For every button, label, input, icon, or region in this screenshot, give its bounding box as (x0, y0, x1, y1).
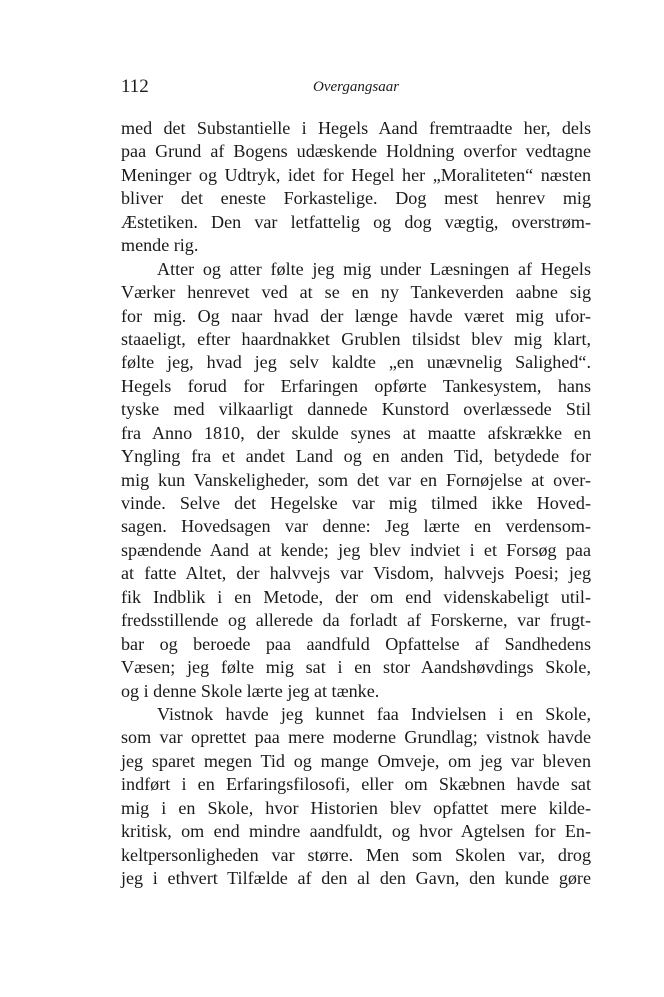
text-line: fredsstillende og allerede da forladt af Forskerne, var frugt- (121, 610, 591, 631)
text-line: for mig. Og naar hvad der længe havde været mig ufor- (121, 305, 591, 326)
text-line: bliver det eneste Forkastelige. Dog mest henrev mig (121, 188, 591, 209)
text-line: vinde. Selve det Hegelske var mig tilmed ikke Hoved- (121, 493, 591, 513)
page-header (121, 76, 591, 102)
text-line: som var oprettet paa mere moderne Grundlag; vistnok havde (121, 727, 591, 748)
text-line: og i denne Skole lærte jeg at tænke. (121, 680, 380, 701)
text-line: at fatte Altet, der halvvejs var Visdom, halvvejs Poesi; jeg (121, 563, 591, 584)
text-line: med det Substantielle i Hegels Aand fremtraadte her, dels (121, 118, 591, 138)
text-line: kritisk, om end mindre aandfuldt, og hvor Agtelsen for En- (121, 821, 591, 842)
text-line: Æstetiken. Den var letfattelig og dog vægtig, overstrøm- (121, 211, 591, 232)
running-title: Overgangsaar (313, 79, 400, 95)
text-line: indført i en Erfaringsfilosofi, eller om Skæbnen havde sat (121, 774, 591, 795)
text-line: Meninger og Udtryk, idet for Hegel her „Moraliteten“ næsten (121, 164, 591, 185)
text-line: sagen. Hovedsagen var denne: Jeg lærte en verdensom- (121, 516, 591, 537)
page-number: 112 (121, 76, 149, 97)
text-line: mig i en Skole, hvor Historien blev opfattet mere kilde- (121, 797, 591, 818)
text-line: spændende Aand at kende; jeg blev indviet i et Forsøg paa (121, 539, 591, 560)
text-line: følte jeg, hvad jeg selv kaldte „en unævnelig Salighed“. (121, 352, 591, 373)
text-line: Væsen; jeg følte mig sat i en stor Aandshøvdings Skole, (121, 657, 591, 678)
text-line: bar og beroede paa aandfuld Opfattelse af Sandhedens (121, 633, 591, 654)
text-line: Vistnok havde jeg kunnet faa Indvielsen i en Skole, (157, 703, 591, 724)
text-line: paa Grund af Bogens udæskende Holdning overfor vedtagne (121, 141, 591, 162)
text-line: keltpersonligheden var større. Men som Skolen var, drog (121, 844, 591, 865)
text-line: Værker henrevet ved at se en ny Tankeverden aabne sig (121, 282, 591, 303)
text-line: mende rig. (121, 235, 199, 256)
body-text (121, 117, 591, 890)
text-line: mig kun Vanskeligheder, som det var en Fornøjelse at over- (121, 469, 591, 490)
text-line: Hegels forud for Erfaringen opførte Tankesystem, hans (121, 375, 591, 396)
text-line: Yngling fra et andet Land og en anden Tid, betydede for (121, 446, 591, 467)
text-line: staaeligt, efter haardnakket Grublen tilsidst blev mig klart, (121, 328, 591, 349)
text-line: jeg sparet megen Tid og mange Omveje, om jeg var bleven (121, 750, 591, 771)
text-line: fik Indblik i en Metode, der om end videnskabeligt util- (121, 586, 591, 607)
text-line: tyske med vilkaarligt dannede Kunstord overlæssede Stil (121, 399, 591, 420)
text-line: fra Anno 1810, der skulde synes at maatte afskrække en (121, 422, 591, 443)
text-line: jeg i ethvert Tilfælde af den al den Gavn, den kunde gøre (121, 868, 591, 888)
text-line: Atter og atter følte jeg mig under Læsningen af Hegels (157, 258, 591, 279)
